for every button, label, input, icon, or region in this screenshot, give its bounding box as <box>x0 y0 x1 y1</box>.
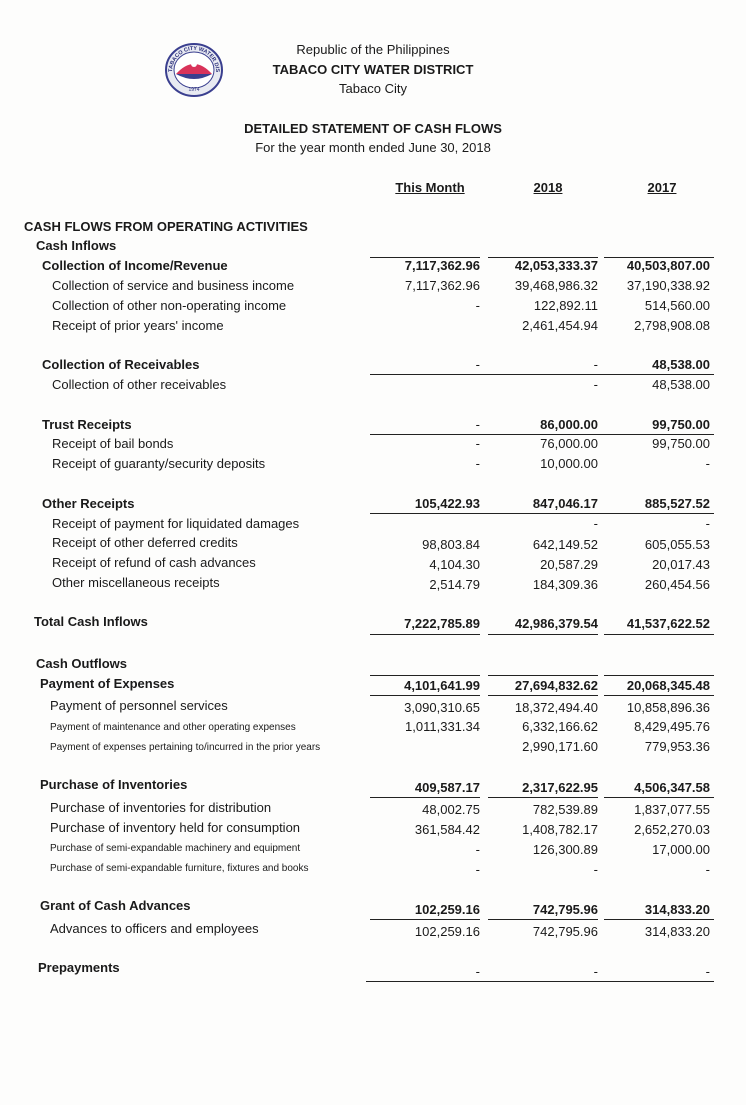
rule <box>366 981 714 982</box>
value-this-month: 98,803.84 <box>422 537 480 552</box>
row-label: Payment of expenses pertaining to/incurred in the prior years <box>50 742 321 753</box>
row-label: Receipt of payment for liquidated damages <box>52 516 300 531</box>
value-this-month: 48,002.75 <box>422 802 480 817</box>
value-2017: 17,000.00 <box>652 842 710 857</box>
value-this-month: 3,090,310.65 <box>404 700 480 715</box>
value-2018: 2,990,171.60 <box>522 739 598 754</box>
value-2018: 2,317,622.95 <box>522 780 598 795</box>
value-2018: - <box>593 516 598 531</box>
value-2018: 122,892.11 <box>533 298 598 313</box>
statement-title: DETAILED STATEMENT OF CASH FLOWS <box>244 121 502 136</box>
value-this-month: 409,587.17 <box>414 780 480 795</box>
value-2017: - <box>705 964 710 979</box>
value-this-month: 1,011,331.34 <box>405 719 480 734</box>
value-2017: 779,953.36 <box>644 739 710 754</box>
rule <box>370 434 714 435</box>
value-this-month: 105,422.93 <box>414 496 480 511</box>
col-header-2017: 2017 <box>647 180 677 195</box>
logo-text: TABACO CITY WATER DIS <box>167 45 221 73</box>
value-2017: 2,798,908.08 <box>634 318 710 333</box>
value-2017: 605,055.53 <box>644 537 710 552</box>
value-this-month: - <box>475 417 480 432</box>
value-2018: 42,986,379.54 <box>514 616 598 631</box>
row-label: Grant of Cash Advances <box>40 898 191 913</box>
rule <box>488 919 598 920</box>
value-this-month: 102,259.16 <box>414 924 480 939</box>
value-2017: 514,560.00 <box>644 298 710 313</box>
section-cash-outflows: Cash Outflows <box>36 656 128 671</box>
row-label: Collection of service and business income <box>52 278 295 293</box>
rule <box>604 797 714 798</box>
value-2018: 18,372,494.40 <box>514 700 598 715</box>
value-2017: 314,833.20 <box>644 902 710 917</box>
section-cash-inflows: Cash Inflows <box>36 238 117 253</box>
value-2018: 642,149.52 <box>532 537 598 552</box>
row-label: Other Receipts <box>42 496 135 511</box>
row-label: Collection of other receivables <box>52 377 227 392</box>
value-2017: - <box>705 516 710 531</box>
rule <box>370 634 480 635</box>
value-2017: 48,538.00 <box>652 357 710 372</box>
row-label: Purchase of Inventories <box>40 777 188 792</box>
value-this-month: 4,104.30 <box>429 557 480 572</box>
row-label: Purchase of inventories for distribution <box>50 800 272 815</box>
value-2018: 742,795.96 <box>532 902 598 917</box>
value-this-month: - <box>475 862 480 877</box>
value-2017: 260,454.56 <box>644 577 710 592</box>
value-2018: - <box>593 357 598 372</box>
row-label: Advances to officers and employees <box>50 921 259 936</box>
col-header-2018: 2018 <box>533 180 563 195</box>
row-label: Payment of maintenance and other operating expenses <box>50 722 296 733</box>
col-header-this-month: This Month <box>395 180 465 195</box>
value-this-month: 102,259.16 <box>414 902 480 917</box>
row-label: Collection of Receivables <box>42 357 200 372</box>
row-label: Collection of Income/Revenue <box>42 258 228 273</box>
value-2017: 99,750.00 <box>652 417 710 432</box>
row-label: Purchase of semi-expandable furniture, fixtures and books <box>50 863 309 874</box>
rule <box>604 675 714 676</box>
value-2018: 847,046.17 <box>532 496 598 511</box>
logo-year: 1974 <box>188 87 200 93</box>
value-2018: 27,694,832.62 <box>514 678 598 693</box>
row-label: Payment of Expenses <box>40 676 175 691</box>
value-this-month: - <box>475 456 480 471</box>
rule <box>370 374 714 375</box>
value-this-month: - <box>475 964 480 979</box>
row-label: Purchase of inventory held for consumption <box>50 820 301 835</box>
value-2017: 10,858,896.36 <box>626 700 710 715</box>
value-2018: 184,309.36 <box>532 577 598 592</box>
rule <box>604 919 714 920</box>
value-2018: 20,587.29 <box>540 557 598 572</box>
value-2017: 885,527.52 <box>644 496 710 511</box>
rule <box>370 797 480 798</box>
value-2018: 782,539.89 <box>532 802 598 817</box>
row-label: Trust Receipts <box>42 417 132 432</box>
rule <box>488 695 598 696</box>
rule <box>370 695 480 696</box>
value-2018: 39,468,986.32 <box>514 278 598 293</box>
row-label: Receipt of refund of cash advances <box>52 555 256 570</box>
rule <box>488 797 598 798</box>
value-2017: - <box>705 862 710 877</box>
row-label: Receipt of bail bonds <box>52 436 174 451</box>
value-2018: - <box>593 862 598 877</box>
value-2017: 99,750.00 <box>652 436 710 451</box>
row-label-total-inflows: Total Cash Inflows <box>34 614 148 629</box>
value-2017: 41,537,622.52 <box>626 616 710 631</box>
agency-name: TABACO CITY WATER DISTRICT <box>272 62 474 77</box>
row-label: Receipt of guaranty/security deposits <box>52 456 266 471</box>
value-this-month: 7,117,362.96 <box>404 258 480 273</box>
value-2017: 20,068,345.48 <box>626 678 710 693</box>
rule <box>604 634 714 635</box>
value-2018: 126,300.89 <box>532 842 598 857</box>
value-2018: - <box>593 377 598 392</box>
value-2018: 42,053,333.37 <box>514 258 598 273</box>
value-2018: 742,795.96 <box>532 924 598 939</box>
value-2017: 4,506,347.58 <box>634 780 710 795</box>
rule <box>604 695 714 696</box>
rule <box>370 675 480 676</box>
value-this-month: - <box>475 436 480 451</box>
value-2018: 10,000.00 <box>540 456 598 471</box>
value-2018: 86,000.00 <box>540 417 598 432</box>
city-name: Tabaco City <box>339 81 407 96</box>
row-label: Collection of other non-operating income <box>52 298 287 313</box>
value-this-month: - <box>475 842 480 857</box>
rule <box>370 919 480 920</box>
row-label: Payment of personnel services <box>50 698 228 713</box>
value-2018: 2,461,454.94 <box>522 318 598 333</box>
row-label: Receipt of prior years' income <box>52 318 224 333</box>
section-cfoa: CASH FLOWS FROM OPERATING ACTIVITIES <box>24 219 308 234</box>
value-this-month: 2,514.79 <box>429 577 480 592</box>
row-label: Prepayments <box>38 960 120 975</box>
value-2017: 2,652,270.03 <box>634 822 710 837</box>
statement-period: For the year month ended June 30, 2018 <box>255 140 491 155</box>
value-2017: 37,190,338.92 <box>626 278 710 293</box>
value-2018: 6,332,166.62 <box>522 719 598 734</box>
rule <box>488 675 598 676</box>
value-2017: 1,837,077.55 <box>634 802 710 817</box>
value-2017: 20,017.43 <box>652 557 710 572</box>
value-2017: 48,538.00 <box>652 377 710 392</box>
value-this-month: - <box>475 298 480 313</box>
value-this-month: 4,101,641.99 <box>404 678 480 693</box>
row-label: Purchase of semi-expandable machinery and equipment <box>50 843 301 854</box>
value-2017: 314,833.20 <box>644 924 710 939</box>
rule <box>370 513 714 514</box>
rule <box>488 634 598 635</box>
value-this-month: 361,584.42 <box>414 822 480 837</box>
value-2017: 8,429,495.76 <box>634 719 710 734</box>
value-this-month: 7,222,785.89 <box>404 616 480 631</box>
row-label: Other miscellaneous receipts <box>52 575 220 590</box>
value-2018: 76,000.00 <box>540 436 598 451</box>
row-label: Receipt of other deferred credits <box>52 535 238 550</box>
value-2017: - <box>705 456 710 471</box>
value-this-month: 7,117,362.96 <box>405 278 480 293</box>
value-2018: - <box>593 964 598 979</box>
value-2017: 40,503,807.00 <box>626 258 710 273</box>
value-2018: 1,408,782.17 <box>522 822 598 837</box>
republic-line: Republic of the Philippines <box>296 42 450 57</box>
value-this-month: - <box>475 357 480 372</box>
